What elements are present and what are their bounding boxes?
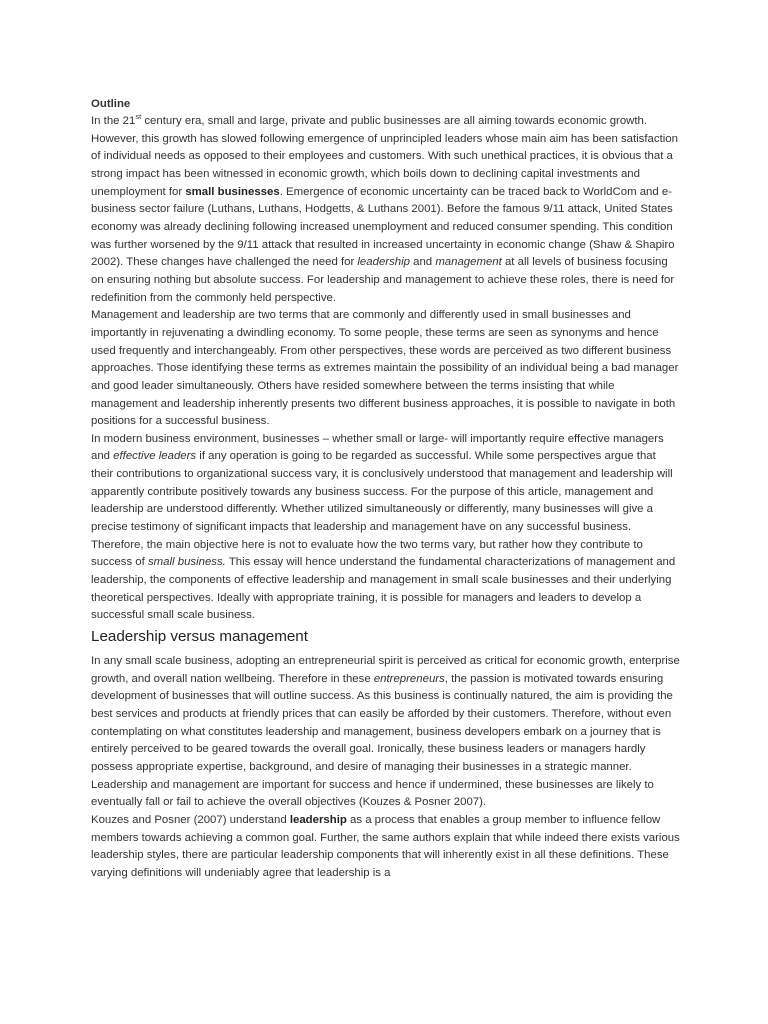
italic-term: management [435, 256, 502, 269]
paragraph-modern-business [91, 431, 681, 625]
text-run: This essay will hence understand the fundamental characterizations of management and leadership, the components of effective leadership and management in small scale businesses and their underlying theoretical perspectives. Ideally with appropriate training, it is possible for managers and leaders to develop a successful small scale business. [91, 556, 676, 622]
paragraph-intro [91, 113, 681, 307]
text-run: as a process that enables a group member to influence fellow members towards achieving a common goal. Further, the same authors explain that while indeed there exists various leadership styles, there are particular leadership components that will inherently exist in all these definitions. These varying definitions will undeniably agree that leadership is a [91, 813, 680, 879]
paragraph-management-leadership: Management and leadership are two terms that are commonly and differently used in small businesses and importantly in rejuvenating a dwindling economy. To some people, these terms are seen as synonyms and hence used frequently and interchangeably. From other perspectives, these words are perceived as two different business approaches. Those identifying these terms as extremes maintain the possibility of an individual being a bad manager and good leader simultaneously. Others have resided somewhere between the terms insisting that while management and leadership inherently presents two different business approaches, it is possible to navigate in both positions for a successful business. [91, 309, 679, 428]
text-run: In modern business environment, businesses – whether small or large- will importantly require effective managers and [91, 432, 664, 463]
text-run: century era, small and large, private and public businesses are all aiming towards economic growth. However, this growth has slowed following emergence of unprincipled leaders whose main aim has been satisfaction of individual needs as opposed to their employees and customers. With such unethical practices, it is obvious that a strong impact has been witnessed in economic growth, which boils down to declining capital investments and unemployment for [91, 115, 678, 198]
italic-term: entrepreneurs [373, 672, 445, 685]
italic-term: effective leaders [113, 450, 197, 463]
italic-term: leadership [357, 256, 410, 269]
paragraph-entrepreneurial [91, 653, 681, 812]
text-run: if any operation is going to be regarded as successful. While some perspectives argue that their contributions to organizational success vary, it is conclusively understood that management and leadership will apparently contribute positively towards any business success. For the purpose of this article, management and leadership are understood differently. Whether utilized simultaneously or differently, many businesses will give a precise testimony of significant impacts that leadership and management have on any successful business. Therefore, the main objective here is not to evaluate how the two terms vary, but rather how they contribute to success of [91, 450, 673, 569]
bold-term: small businesses [185, 185, 280, 198]
text-run: In the 21 [91, 115, 136, 127]
text-run: . Emergence of economic uncertainty can be traced back to WorldCom and e-business sector failure (Luthans, Luthans, Hodgetts, & Luthans 2001). Before the famous 9/11 attack, United States economy was already declining following increased unemployment and reduced consumer spending. This condition was further worsened by the 9/11 attack that resulted in increased uncertainty in economic change (Shaw & Shapiro 2002). These changes have challenged the need for [91, 185, 675, 269]
text-run: In any small scale business, adopting an entrepreneurial spirit is perceived as critical for economic growth, enterprise growth, and overall nation wellbeing. Therefore in these [91, 655, 680, 685]
text-run: at all levels of business focusing on ensuring nothing but absolute success. For leadership and management to achieve these roles, there is need for redefinition from the commonly held perspective. [91, 256, 675, 304]
paragraph-kouzes-posner [91, 812, 681, 883]
bold-term: leadership [289, 813, 347, 826]
text-run: and [409, 256, 436, 269]
text-run: , the passion is motivated towards ensuring development of businesses that will outline success. As this business is continually natured, the aim is providing the best services and products at friendly prices that can easily be afforded by their customers. Therefore, without even contemplating on what constitutes leadership and management, business developers embark on a journey that is entirely perceived to be geared towards the overall goal. Ironically, these business leaders or managers hardly possess appropriate expertise, background, and desire of managing their businesses in a strategic manner. Leadership and management are important for success and hence if undermined, these businesses are likely to eventually fall or fail to achieve the overall objectives (Kouzes & Posner 2007). [91, 672, 673, 809]
text-run: Kouzes and Posner (2007) understand [91, 813, 290, 826]
superscript: st [135, 112, 142, 121]
italic-term: small business. [147, 556, 226, 569]
section-heading: Leadership versus management [91, 628, 308, 646]
document-page [91, 96, 681, 883]
outline-heading: Outline [91, 98, 131, 110]
